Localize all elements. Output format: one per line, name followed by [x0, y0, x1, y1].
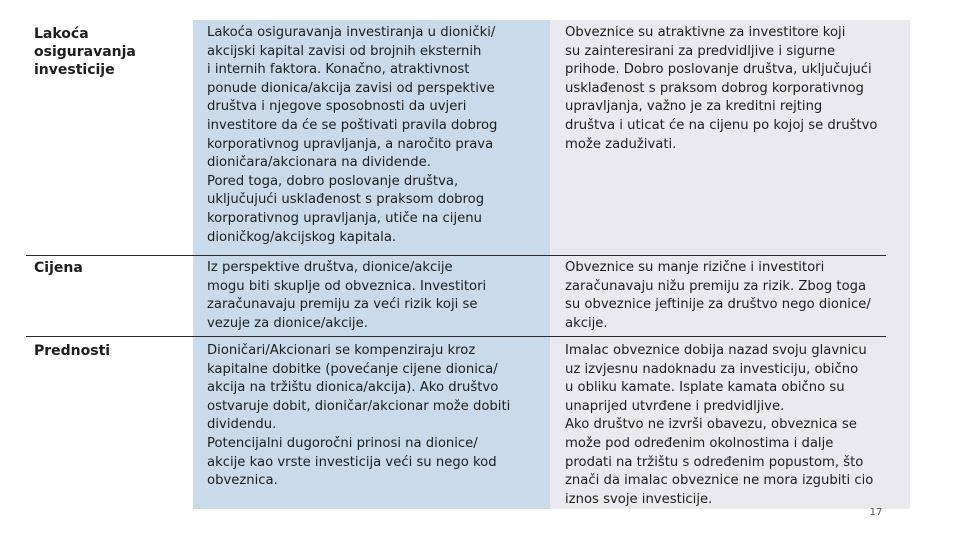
cell-dionice-cijena: Iz perspektive društva, dionice/akcije mogu biti skuplje od obveznica. Investitori zaračunavaju premiju za veći rizik koji se vezuje za dionice/akcije.	[207, 260, 487, 331]
row-label-prednosti: Prednosti	[34, 343, 111, 359]
cell-obveznice-cijena: Obveznice su manje rizične i investitori zaračunavaju nižu premiju za rizik. Zbog toga su obveznice jeftinije za društvo nego dionice/ akcije.	[565, 260, 871, 331]
page-number: 17	[869, 507, 883, 518]
row-divider	[26, 336, 886, 337]
cell-obveznice-lakoca: Obveznice su atraktivne za investitore koji su zainteresirani za predvidljive i sigurne prihode. Dobro poslovanje društva, uključujući usklađenost s praksom dobrog korporativnog upravljanja, važno je za kreditni rejting društva i uticat će na cijenu po kojoj se društvo može zaduživati.	[565, 25, 878, 152]
comparison-table	[26, 20, 910, 509]
cell-dionice-prednosti: Dioničari/Akcionari se kompenziraju kroz kapitalne dobitke (povećanje cijene dionica/ akcija na tržištu dionica/akcija). Ako društvo ostvaruje dobit, dioničar/akcionar može dobiti dividendu. Potencijalni dugoročni prinosi na dionice/ akcije kao vrste investicija veći su nego kod obveznica.	[207, 343, 511, 489]
row-label-lakoca: Lakoća osiguravanja investicije	[34, 26, 136, 78]
cell-dionice-lakoca: Lakoća osiguravanja investiranja u dionički/ akcijski kapital zavisi od brojnih eksternih i internih faktora. Konačno, atraktivnost ponude dionica/akcija zavisi od perspektive društva i njegove sposobnosti da uvjeri investitore da će se poštivati pravila dobrog korporativnog upravljanja, a naročito prava dioničara/akcionara na dividende. Pored toga, dobro poslovanje društva, uključujući usklađenost s praksom dobrog korporativnog upravljanja, utiče na cijenu dioničkog/akcijskog kapitala.	[207, 25, 498, 245]
row-label-cijena: Cijena	[34, 260, 83, 276]
cell-obveznice-prednosti: Imalac obveznice dobija nazad svoju glavnicu uz izvjesnu nadoknadu za investiciju, obično u obliku kamate. Isplate kamata obično su unaprijed utvrđene i predvidljive. Ako društvo ne izvrši obavezu, obveznica se može pod određenim okolnostima i dalje prodati na tržištu s određenim popustom, što znači da imalac obveznice ne mora izgubiti cio iznos svoje investicije.	[565, 343, 874, 507]
row-divider	[26, 255, 886, 256]
